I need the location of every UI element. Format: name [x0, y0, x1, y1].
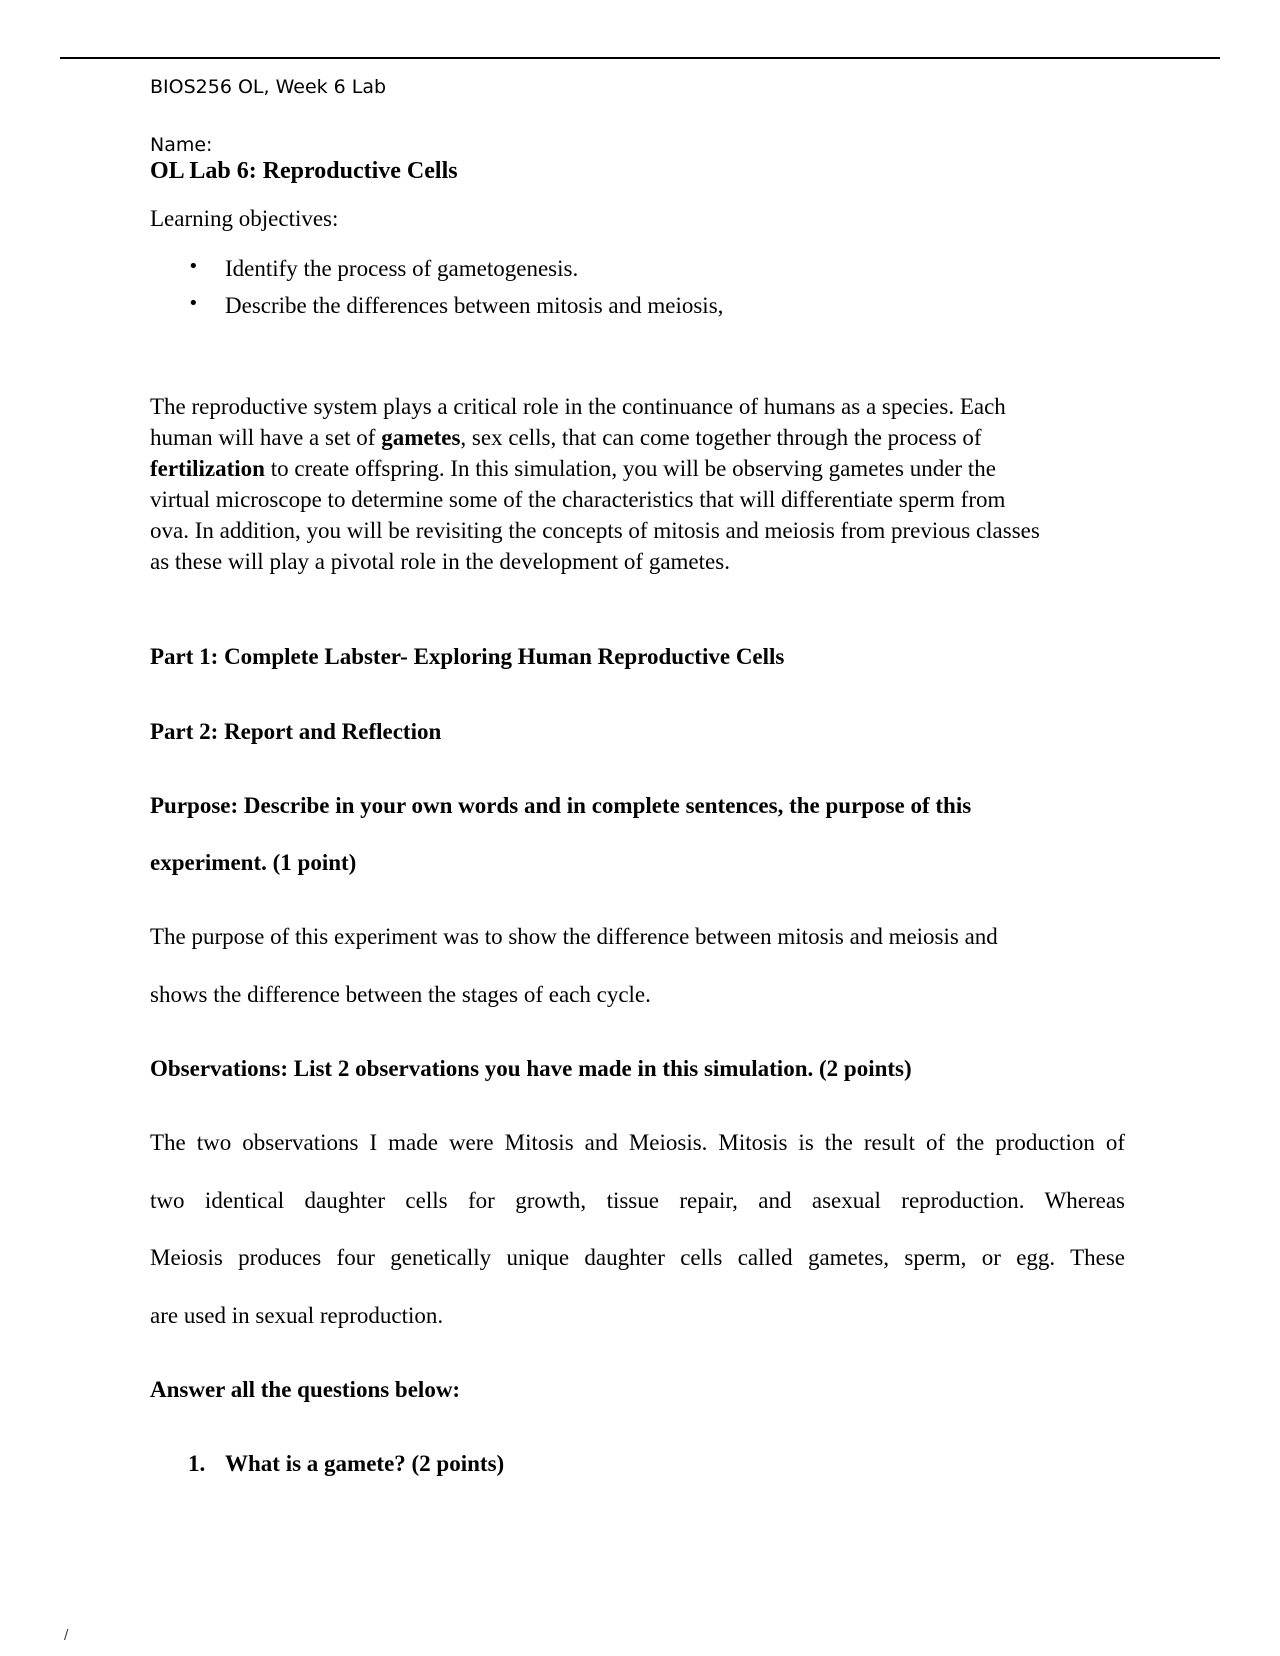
intro-line: The reproductive system plays a critical role in the continuance of humans as a species. Each: [150, 394, 1006, 419]
observation-line: are used in sexual reproduction.: [150, 1303, 444, 1328]
observations-answer: [150, 1188, 1125, 1214]
footer-mark: /: [64, 1628, 69, 1643]
intro-line: ova. In addition, you will be revisiting the concepts of mitosis and meiosis from previous classes: [150, 518, 1040, 543]
intro-line: human will have a set of gametes, sex cells, that can come together through the process of: [150, 425, 982, 450]
observation-line: Meiosis produces four genetically unique daughter cells called gametes, sperm, or egg. These: [150, 1245, 1125, 1270]
name-label: Name:: [150, 134, 213, 156]
intro-paragraph: [150, 391, 1150, 577]
observation-line: The two observations I made were Mitosis and Meiosis. Mitosis is the result of the production of: [150, 1130, 1125, 1155]
question-number: 1.: [188, 1451, 206, 1476]
question-text: What is a gamete? (2 points): [225, 1451, 505, 1476]
questions-heading: Answer all the questions below:: [150, 1377, 461, 1402]
course-header: BIOS256 OL, Week 6 Lab: [150, 76, 387, 98]
objectives-heading: Learning objectives:: [150, 206, 339, 231]
term-gametes: gametes: [381, 425, 461, 450]
objective-text: Identify the process of gametogenesis.: [225, 256, 579, 281]
observation-line: two identical daughter cells for growth, tissue repair, and asexual reproduction. Whereas: [150, 1188, 1125, 1213]
part2-heading: Part 2: Report and Reflection: [150, 719, 442, 744]
question-item: [150, 1451, 1150, 1481]
purpose-answer: shows the difference between the stages of each cycle.: [150, 982, 651, 1007]
intro-line: fertilization to create offspring. In this simulation, you will be observing gametes under the: [150, 456, 996, 481]
page-title: OL Lab 6: Reproductive Cells: [150, 158, 458, 184]
observations-answer: [150, 1245, 1125, 1271]
header-rule: [60, 57, 1220, 59]
term-fertilization: fertilization: [150, 456, 265, 481]
intro-line: as these will play a pivotal role in the development of gametes.: [150, 549, 730, 574]
purpose-prompt: experiment. (1 point): [150, 850, 357, 875]
intro-line: virtual microscope to determine some of the characteristics that will differentiate sperm from: [150, 487, 1006, 512]
bullet-icon: •: [188, 256, 199, 277]
observations-answer: [150, 1130, 1125, 1156]
objective-text: Describe the differences between mitosis and meiosis,: [225, 293, 724, 318]
part1-heading: Part 1: Complete Labster- Exploring Human Reproductive Cells: [150, 644, 785, 669]
purpose-prompt: Purpose: Describe in your own words and in complete sentences, the purpose of this: [150, 793, 972, 818]
purpose-answer: The purpose of this experiment was to show the difference between mitosis and meiosis and: [150, 924, 998, 949]
bullet-icon: •: [188, 293, 199, 314]
observations-prompt: Observations: List 2 observations you have made in this simulation. (2 points): [150, 1056, 912, 1081]
